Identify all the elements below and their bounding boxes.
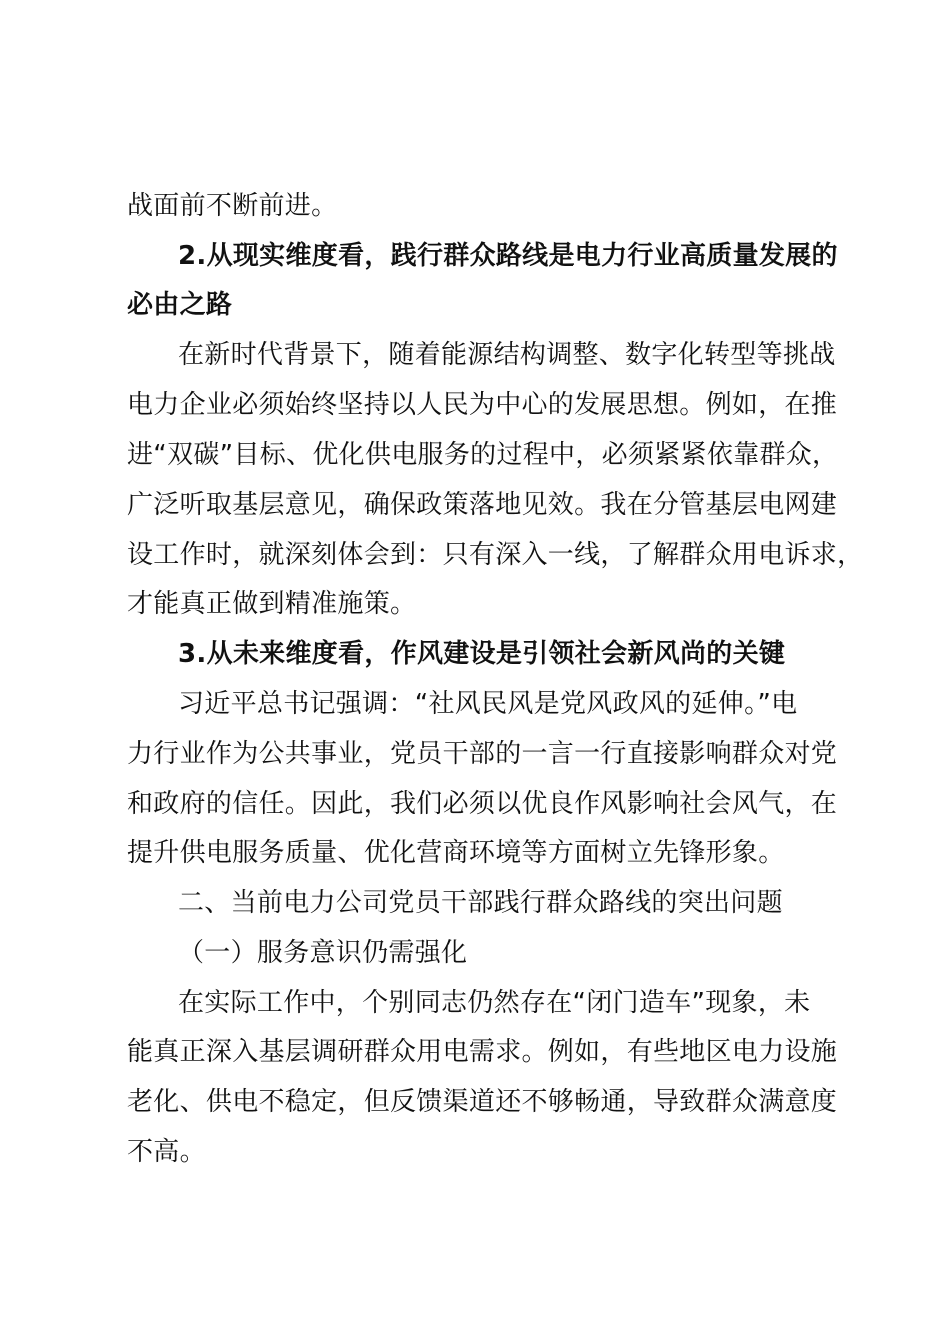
- section-heading-2: 2.从现实维度看，践行群众路线是电力行业高质量发展的: [178, 241, 838, 271]
- paragraph-line: 能真正深入基层调研群众用电需求。例如，有些地区电力设施: [127, 1037, 838, 1067]
- paragraph-line: 老化、供电不稳定，但反馈渠道还不够畅通，导致群众满意度: [127, 1087, 838, 1117]
- section-heading-2-cont: 必由之路: [127, 290, 233, 320]
- paragraph-line: 在实际工作中，个别同志仍然存在“闭门造车”现象，未: [178, 988, 811, 1018]
- paragraph-line: 不高。: [127, 1137, 206, 1167]
- paragraph-line: 习近平总书记强调：“社风民风是党风政风的延伸。”电: [178, 689, 798, 719]
- paragraph-line: 提升供电服务质量、优化营商环境等方面树立先锋形象。: [127, 838, 785, 868]
- section-heading-3: 3.从未来维度看，作风建设是引领社会新风尚的关键: [178, 639, 786, 669]
- paragraph-line: 在新时代背景下，随着能源结构调整、数字化转型等挑战: [178, 340, 836, 370]
- paragraph-line: 和政府的信任。因此，我们必须以优良作风影响社会风气，在: [127, 789, 838, 819]
- subsection-heading: （一）服务意识仍需强化: [178, 938, 468, 968]
- paragraph-line: 设工作时，就深刻体会到：只有深入一线，了解群众用电诉求，: [127, 540, 864, 570]
- paragraph-line: 才能真正做到精准施策。: [127, 589, 417, 619]
- paragraph-line: 力行业作为公共事业，党员干部的一言一行直接影响群众对党: [127, 739, 838, 769]
- paragraph-line: 进“双碳”目标、优化供电服务的过程中，必须紧紧依靠群众，: [127, 440, 839, 470]
- paragraph-continuation: 战面前不断前进。: [127, 191, 338, 221]
- paragraph-line: 广泛听取基层意见，确保政策落地见效。我在分管基层电网建: [127, 490, 838, 520]
- paragraph-line: 电力企业必须始终坚持以人民为中心的发展思想。例如，在推: [127, 390, 838, 420]
- chapter-heading: 二、当前电力公司党员干部践行群众路线的突出问题: [178, 888, 783, 918]
